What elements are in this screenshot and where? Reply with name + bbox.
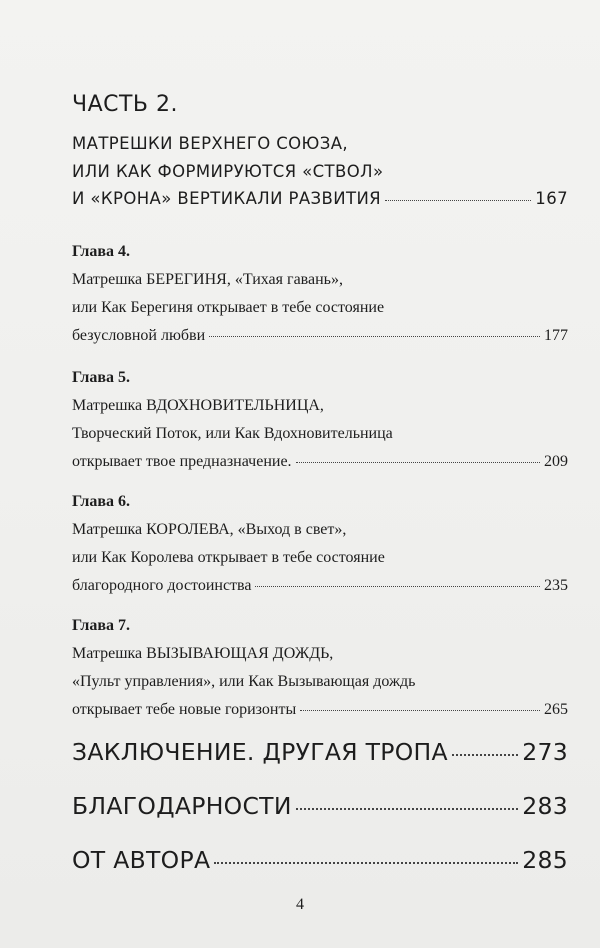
- chapter-page-number: 209: [544, 453, 568, 470]
- section-title: ОТ АВТОРА: [72, 846, 211, 874]
- chapter-leader: [72, 696, 568, 724]
- section-from-author: [72, 846, 568, 874]
- chapter-entry-4: [72, 238, 568, 350]
- chapter-label: Глава 7.: [72, 617, 130, 634]
- part-title-line: И «КРОНА» ВЕРТИКАЛИ РАЗВИТИЯ: [72, 189, 382, 208]
- chapter-title-line: Матрешка ВЫЗЫВАЮЩАЯ ДОЖДЬ,: [72, 645, 334, 662]
- section-title: БЛАГОДАРНОСТИ: [72, 792, 292, 820]
- chapter-label: Глава 4.: [72, 243, 130, 260]
- section-page-number: 283: [522, 792, 568, 820]
- dot-leader: [209, 336, 540, 337]
- part-title-line: МАТРЕШКИ ВЕРХНЕГО СОЮЗА,: [72, 134, 349, 153]
- section-acknowledgements: [72, 792, 568, 820]
- chapter-title-line: открывает тебе новые горизонты: [72, 701, 297, 718]
- chapter-page-number: 265: [544, 701, 568, 718]
- section-title: ЗАКЛЮЧЕНИЕ. ДРУГАЯ ТРОПА: [72, 738, 448, 766]
- chapter-title-line: или Как Королева открывает в тебе состояние: [72, 549, 385, 566]
- part-number: ЧАСТЬ 2.: [72, 92, 179, 117]
- chapter-title-line: безусловной любви: [72, 327, 206, 344]
- dot-leader: [300, 710, 540, 711]
- chapter-title-line: открывает твое предназначение.: [72, 453, 292, 470]
- chapter-entry-7: [72, 612, 568, 724]
- dot-leader: [255, 586, 540, 587]
- dot-leader: [214, 862, 518, 864]
- dot-leader: [296, 462, 540, 463]
- chapter-title-line: «Пульт управления», или Как Вызывающая дождь: [72, 673, 416, 690]
- chapter-page-number: 177: [544, 327, 568, 344]
- section-page-number: 285: [522, 846, 568, 874]
- section-conclusion: [72, 738, 568, 766]
- chapter-leader: [72, 448, 568, 476]
- chapter-title-line: Матрешка ВДОХНОВИТЕЛЬНИЦА,: [72, 397, 324, 414]
- chapter-entry-6: [72, 488, 568, 600]
- part-title-line: ИЛИ КАК ФОРМИРУЮТСЯ «СТВОЛ»: [72, 161, 384, 181]
- part-page-number: 167: [535, 189, 568, 208]
- chapter-leader: [72, 572, 568, 600]
- section-page-number: 273: [522, 738, 568, 766]
- dot-leader: [452, 754, 518, 756]
- chapter-entry-5: [72, 364, 568, 476]
- chapter-label: Глава 5.: [72, 369, 130, 386]
- chapter-title-line: Матрешка КОРОЛЕВА, «Выход в свет»,: [72, 521, 347, 538]
- page-number: 4: [296, 896, 304, 913]
- dot-leader: [296, 808, 519, 810]
- chapter-label: Глава 6.: [72, 493, 130, 510]
- chapter-page-number: 235: [544, 577, 568, 594]
- dot-leader: [385, 200, 531, 201]
- chapter-title-line: Творческий Поток, или Как Вдохновительница: [72, 425, 393, 442]
- chapter-leader: [72, 322, 568, 350]
- chapter-title-line: Матрешка БЕРЕГИНЯ, «Тихая гавань»,: [72, 271, 343, 288]
- chapter-title-line: или Как Берегиня открывает в тебе состояние: [72, 299, 385, 316]
- part-title: [72, 130, 568, 213]
- part-title-leader: [72, 185, 568, 213]
- chapter-title-line: благородного достоинства: [72, 577, 252, 594]
